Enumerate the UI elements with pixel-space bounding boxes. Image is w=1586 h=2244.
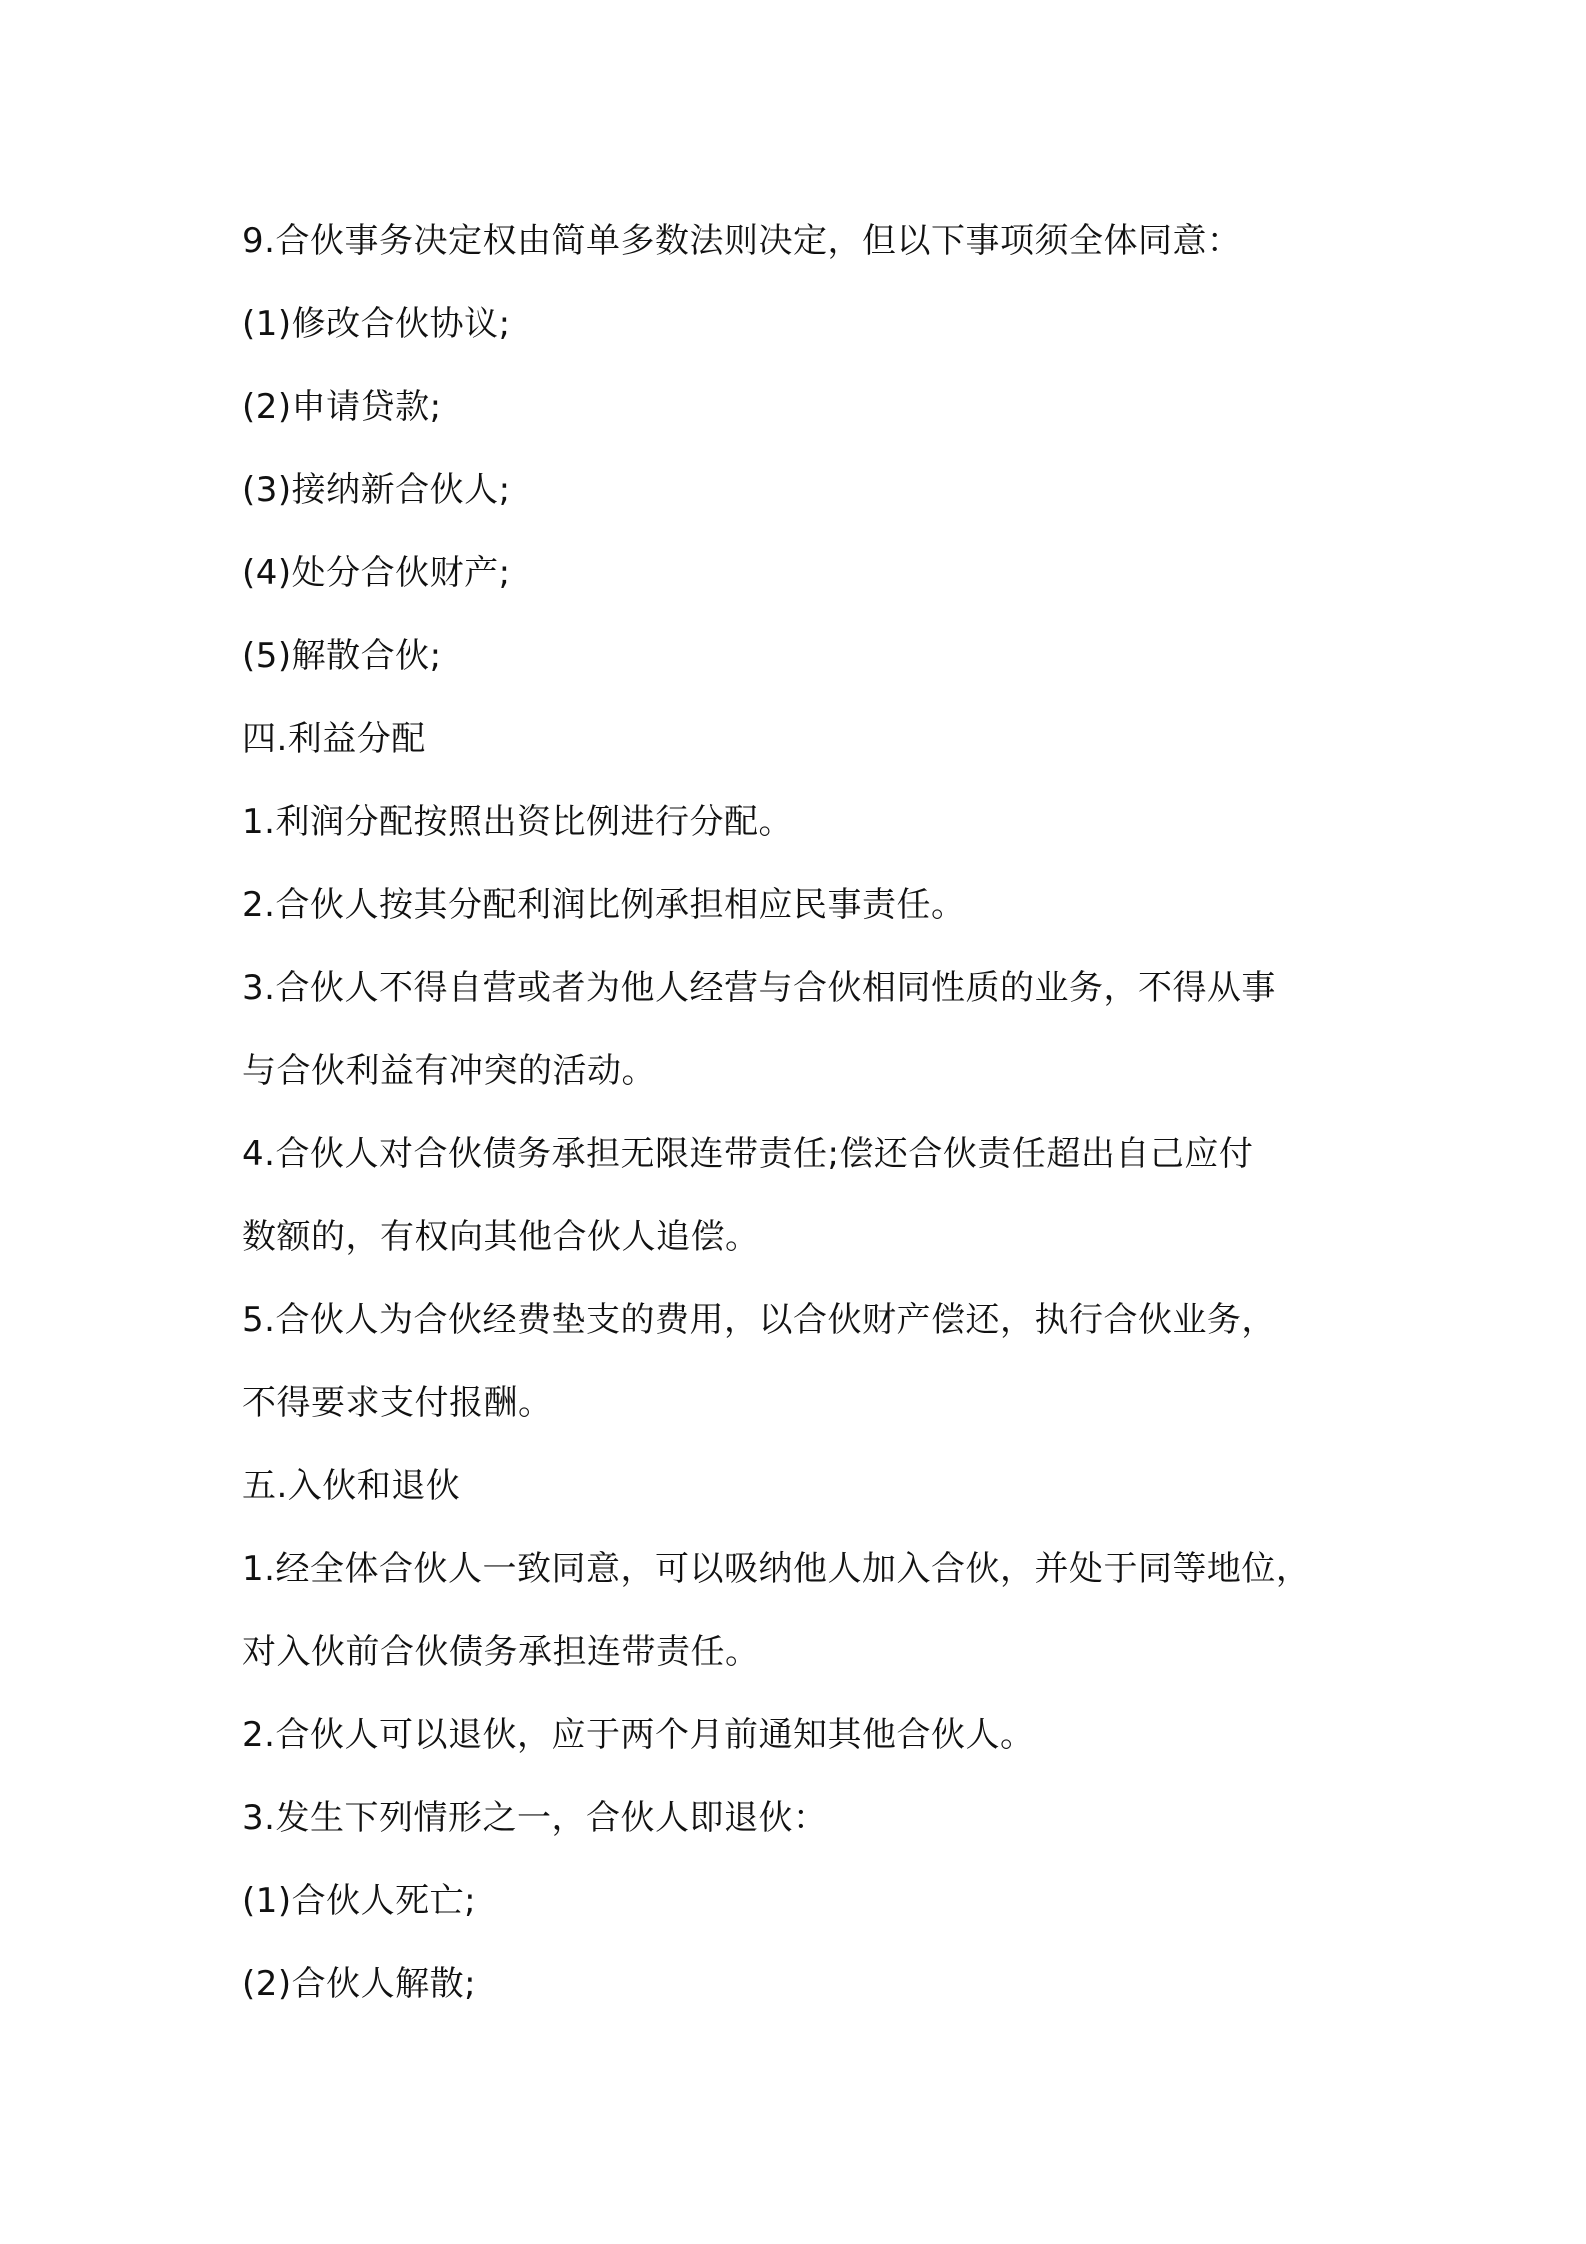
- clause-9-decision-rule: 9.合伙事务决定权由简单多数法则决定，但以下事项须全体同意：: [242, 221, 1242, 261]
- admission-clause-1-line-2: 对入伙前合伙债务承担连带责任。: [242, 1632, 760, 1672]
- section-heading-profit-distribution: 四.利益分配: [242, 719, 426, 759]
- profit-clause-5-line-2: 不得要求支付报酬。: [242, 1383, 553, 1423]
- profit-clause-3-line-1: 3.合伙人不得自营或者为他人经营与合伙相同性质的业务，不得从事: [242, 968, 1276, 1008]
- profit-clause-1: 1.利润分配按照出资比例进行分配。: [242, 802, 793, 842]
- document-page: [242, 200, 1362, 2026]
- profit-clause-5-line-1: 5.合伙人为合伙经费垫支的费用，以合伙财产偿还，执行合伙业务，: [242, 1300, 1276, 1340]
- profit-clause-4-line-1: 4.合伙人对合伙债务承担无限连带责任;偿还合伙责任超出自己应付: [242, 1134, 1254, 1174]
- item-apply-loan: (2)申请贷款;: [242, 387, 442, 427]
- item-dissolve-partnership: (5)解散合伙;: [242, 636, 442, 676]
- item-admit-partner: (3)接纳新合伙人;: [242, 470, 511, 510]
- item-dispose-property: (4)处分合伙财产;: [242, 553, 511, 593]
- item-amend-agreement: (1)修改合伙协议;: [242, 304, 511, 344]
- admission-clause-2: 2.合伙人可以退伙，应于两个月前通知其他合伙人。: [242, 1715, 1035, 1755]
- admission-clause-1-line-1: 1.经全体合伙人一致同意，可以吸纳他人加入合伙，并处于同等地位，: [242, 1549, 1311, 1589]
- withdrawal-item-dissolution: (2)合伙人解散;: [242, 1964, 477, 2004]
- withdrawal-item-death: (1)合伙人死亡;: [242, 1881, 477, 1921]
- profit-clause-4-line-2: 数额的，有权向其他合伙人追偿。: [242, 1217, 760, 1257]
- profit-clause-2: 2.合伙人按其分配利润比例承担相应民事责任。: [242, 885, 966, 925]
- admission-clause-3: 3.发生下列情形之一，合伙人即退伙：: [242, 1798, 828, 1838]
- profit-clause-3-line-2: 与合伙利益有冲突的活动。: [242, 1051, 656, 1091]
- section-heading-admission-withdrawal: 五.入伙和退伙: [242, 1466, 461, 1506]
